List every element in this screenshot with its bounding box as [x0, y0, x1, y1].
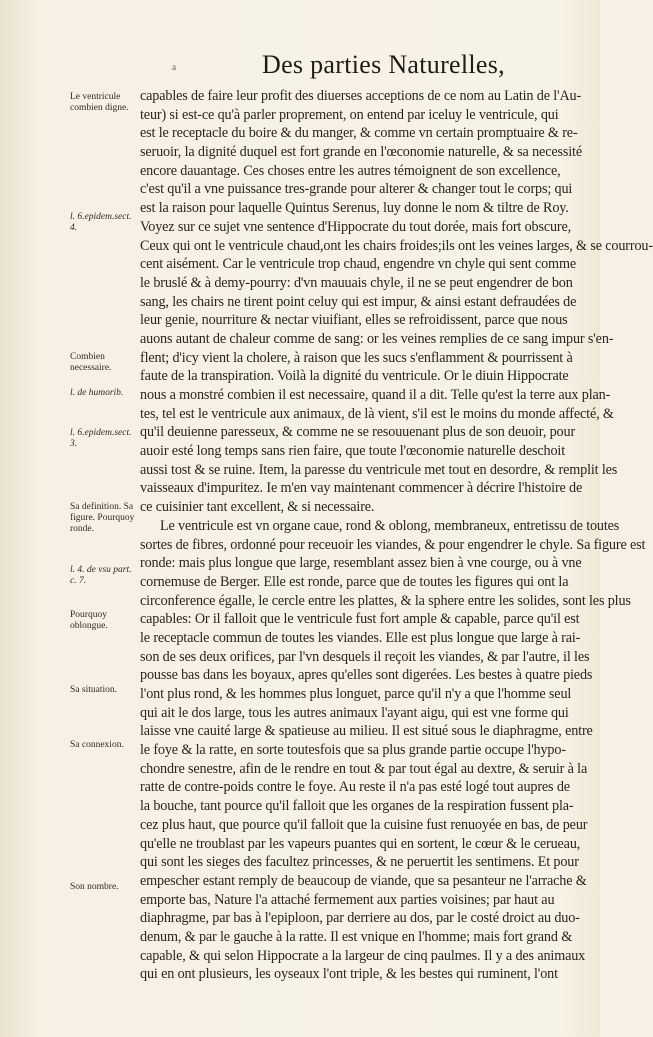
text-line: nous a monstré combien il est necessaire, quand il a dit. Telle qu'est la terre aux plan-: [140, 387, 611, 403]
text-line: qui sont les sieges des facultez princesses, & ne peruertit les sentimens. Et pour: [140, 854, 579, 871]
text-line: empescher estant remply de beaucoup de viande, que sa pesanteur ne l'arrache &: [140, 872, 587, 889]
text-line: le foye & la ratte, en sorte toutesfois que sa plus grande partie occupe l'hypo-: [140, 742, 566, 759]
margin-note: Sa connexion.: [70, 740, 124, 750]
margin-note: l. 6.epidem.sect. 4.: [70, 212, 132, 233]
text-line: tes, tel est le ventricule aux animaux, de là vient, s'il est le moins du monde affecté, &: [140, 405, 614, 422]
text-line: Ceux qui ont le ventricule chaud,ont les chairs froides;ils ont les veines larges, & se courrou-: [140, 237, 653, 254]
text-line: faute de la transpiration. Voilà la dignité du ventricule. Or le diuin Hippocrate: [140, 368, 569, 385]
text-line: qu'elle ne troublast par les vapeurs puantes qui en sortent, le cœur & le cerueau,: [140, 835, 581, 852]
text-line: ratte de contre-poids contre le foye. Au reste il n'a pas esté logé tout aupres de: [140, 779, 570, 796]
text-line: qu'il deuienne paresseux, & comme ne se resouuenant plus de son deuoir, pour: [140, 424, 576, 441]
text-line: capables: Or il falloit que le ventricule fust fort ample & capable, parce qu'il est: [140, 611, 580, 628]
running-title: Des parties Naturelles,: [262, 50, 505, 79]
text-line: qui en ont plusieurs, les oyseaux l'ont triple, & les bestes qui ruminent, l'ont: [140, 966, 558, 983]
margin-note: Sa situation.: [70, 685, 117, 695]
text-line: capable, & qui selon Hippocrate a la largeur de cinq paulmes. Il y a des animaux: [140, 947, 586, 964]
text-line: encore dauantage. Ces choses entre les autres témoignent de son excellence,: [140, 162, 561, 179]
text-line: pousse bas dans les boyaux, apres qu'elles sont digerées. Les bestes à quatre pieds: [140, 667, 593, 684]
text-line: c'est qu'il a vne puissance tres-grande pour alterer & changer tout le corps; qui: [140, 181, 573, 198]
text-line: la bouche, tant pource qu'il falloit que les organes de la respiration fussent pla-: [140, 798, 574, 815]
margin-note: l. de humorib.: [70, 388, 124, 398]
text-line: denum, & par le gauche à la ratte. Il est vnique en l'homme; mais fort grand &: [140, 928, 573, 945]
text-line: chondre senestre, afin de le rendre en tout & par tout égal au dextre, & seruir à la: [140, 760, 588, 777]
text-line: son de ses deux orifices, par l'vn desquels il reçoit les viandes, & par l'autre, il les: [140, 648, 590, 665]
text-line: cent aisément. Car le ventricule trop chaud, engendre vn chyle qui sent comme: [140, 256, 576, 273]
margin-note: l. 6.epidem.sect. 3.: [70, 428, 132, 449]
text-line: seruoir, la dignité duquel est fort grande en l'œconomie naturelle, & sa necessité: [140, 144, 582, 161]
text-line: leur genie, nourriture & nectar viuifiant, elles se refroidissent, parce que nous: [140, 312, 568, 329]
signature-mark: a: [172, 62, 176, 72]
margin-note: Pourquoy oblongue.: [70, 610, 108, 631]
text-line: qui ait le dos large, tous les autres animaux l'ayant aigu, qui est vne forme qui: [140, 704, 569, 721]
text-line: le receptacle commun de toutes les viandes. Elle est plus longue que large à rai-: [140, 629, 581, 646]
text-line: ce cuisinier tant excellent, & si necessaire.: [140, 499, 375, 516]
text-line: cez plus haut, que pource qu'il falloit que la cuisine fust renuoyée en bas, de peur: [140, 816, 588, 833]
text-line: auoir esté long temps sans rien faire, que toute l'œconomie naturelle deschoit: [140, 443, 566, 460]
text-line: capables de faire leur profit des diuerses acceptions de ce nom au Latin de l'Au-: [140, 88, 582, 104]
text-line: Voyez sur ce sujet vne sentence d'Hippocrate du tout dorée, mais fort obscure,: [140, 218, 572, 235]
text-line: est le receptacle du boire & du manger, & comme vn certain promptuaire & re-: [140, 125, 578, 142]
margin-note: Sa definition. Sa figure. Pourquoy ronde.: [70, 502, 135, 534]
margin-note: Le ventricule combien digne.: [70, 92, 129, 113]
text-line: diaphragme, par bas à l'epiploon, par derriere au dos, par le costé droict au duo-: [140, 910, 580, 927]
text-line: vaisseaux d'impuritez. Ie m'en vay maintenant commencer à décrire l'histoire de: [140, 480, 583, 497]
text-line: aussi tost & se ruine. Item, la paresse du ventricule met tout en desordre, & remplit les: [140, 461, 618, 478]
text-line: cornemuse de Berger. Elle est ronde, parce que de toutes les figures qui ont la: [140, 573, 569, 590]
text-line: teur) si est-ce qu'à parler proprement, on entend par iceluy le ventricule, qui: [140, 106, 559, 123]
text-line: auons autant de chaleur comme de sang: or les veines remplies de ce sang impur s'en-: [140, 330, 614, 347]
margin-note: l. 4. de vsu part. c. 7.: [70, 565, 132, 586]
text-line: Le ventricule est vn organe caue, rond & oblong, membraneux, entretissu de toutes: [160, 517, 620, 534]
margin-note: Combien necessaire.: [70, 352, 112, 373]
text-line: laisse vne cauité large & spatieuse au milieu. Il est situé sous le diaphragme, entre: [140, 723, 593, 740]
text-line: sang, les chairs ne tirent point celuy qui est impur, & ainsi estant defraudées de: [140, 293, 577, 310]
text-line: flent; d'icy vient la cholere, à raison que les sucs s'enflamment & pourrissent à: [140, 349, 573, 366]
text-line: circonference égalle, le cercle entre les plattes, & la sphere entre les solides, sont les plus: [140, 592, 631, 609]
text-line: l'ont plus rond, & les hommes plus longuet, parce qu'il n'y a que l'homme seul: [140, 686, 572, 702]
text-line: sortes de fibres, ordonné pour receuoir les viandes, & pour engendrer le chyle. Sa figure est: [140, 536, 646, 553]
body-text: [140, 87, 653, 984]
margin-note: Son nombre.: [70, 882, 119, 892]
text-line: emporte bas, Nature l'a attaché fermement aux parties voisines; par haut au: [140, 891, 555, 908]
text-line: le bruslé & à demy-pourry: d'vn mauuais chyle, il ne se peut engendrer de bon: [140, 274, 573, 291]
text-line: ronde: mais plus longue que large, resemblant assez bien à vne courge, ou à vne: [140, 555, 582, 572]
text-line: est la raison pour laquelle Quintus Serenus, luy donne le nom & tiltre de Roy.: [140, 200, 569, 217]
